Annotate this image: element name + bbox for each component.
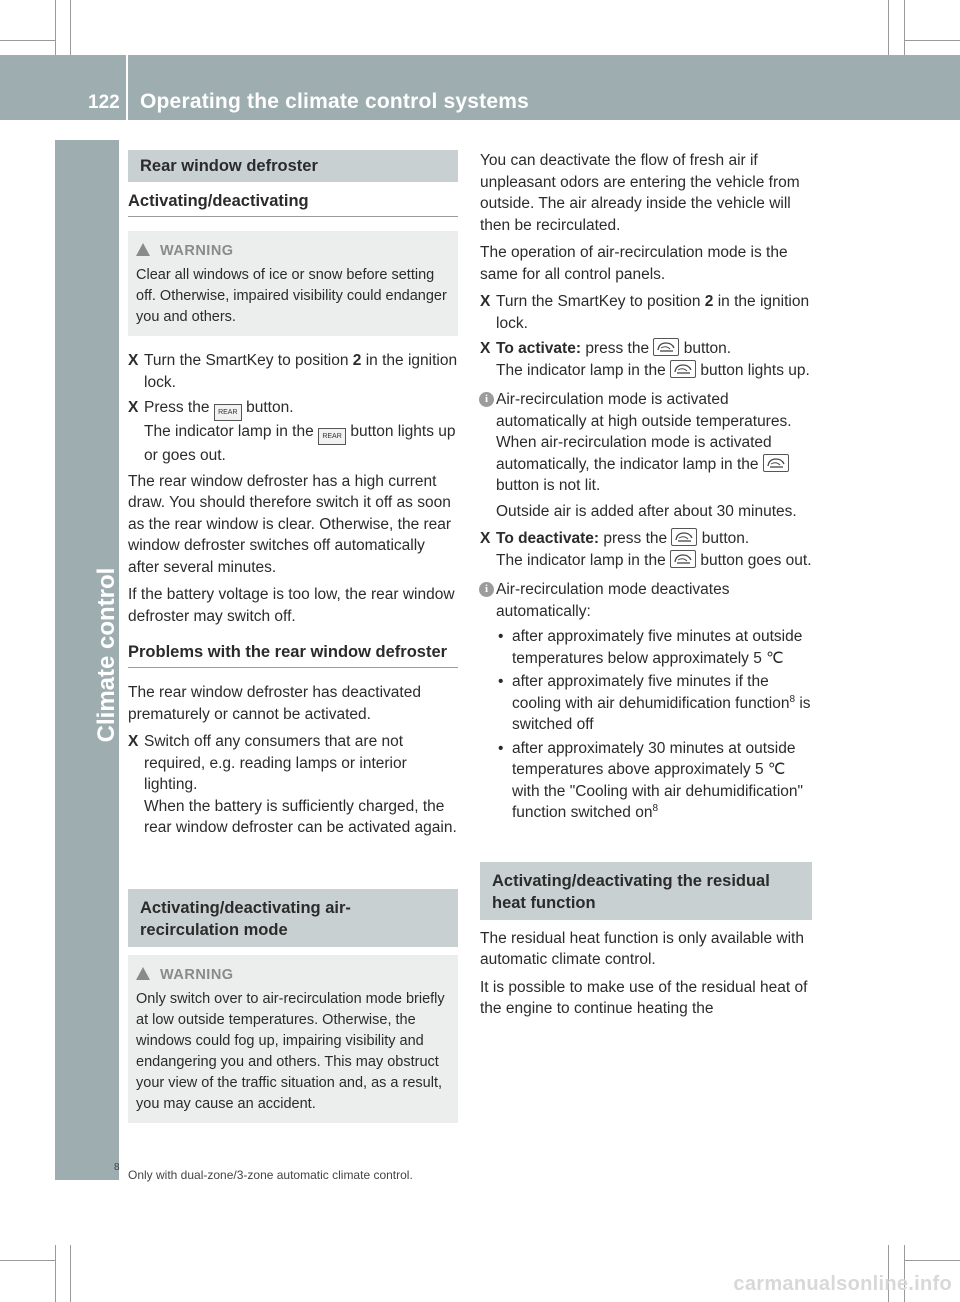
step-marker-icon: X (128, 352, 139, 369)
watermark: carmanualsonline.info (733, 1273, 952, 1295)
list-item: • after approximately five minutes at outside temperatures below approximately 5 ℃ (498, 628, 803, 667)
instruction-step: X Turn the SmartKey to position 2 in the ignition lock. (128, 352, 458, 391)
warning-text: Clear all windows of ice or snow before setting off. Otherwise, impaired visibility could endanger you and others. (136, 267, 447, 325)
section-heading: Activating/deactivating air-recirculation mode (128, 889, 458, 947)
bullet-icon: • (498, 673, 504, 690)
crop-mark (904, 1260, 960, 1261)
info-note: i Air-recirculation mode deactivates automatically: • after approximately five minutes at outside temperatures below approximately 5 ℃ • after approximately five minutes if the cooling with air dehumidification function$^8$ is switched off • after approximately 30 minutes at outside temperatures above approximately 5 ℃ with the "Cooling with air dehumidification" function switched $on^8$ (480, 579, 812, 824)
warning-icon (136, 967, 150, 980)
crop-mark (888, 0, 889, 55)
footnote: 8 Only with dual-zone/3-zone automatic climate control. (114, 1162, 413, 1182)
info-text: Outside air is added after about 30 minutes. (496, 502, 797, 520)
step-marker-icon: X (480, 293, 491, 310)
rear-defroster-icon: REAR (214, 404, 242, 421)
step-marker-icon: X (128, 399, 139, 416)
step-marker-icon: X (128, 733, 139, 750)
crop-mark (70, 0, 71, 55)
crop-mark (55, 0, 56, 55)
warning-box (128, 231, 458, 336)
bullet-icon: • (498, 739, 504, 757)
instruction-step: X Switch off any consumers that are not required, e.g. reading lamps or interior lighting. When the battery is sufficiently charged, the rear window defroster can be activated again. (128, 733, 457, 836)
page-title: Operating the climate control systems (140, 90, 530, 113)
crop-mark (0, 1260, 55, 1261)
right-column (480, 150, 812, 1026)
crop-mark (55, 1245, 56, 1302)
instruction-step: X Press the REAR button. The indicator lamp in the REAR button lights up or goes out. (128, 399, 456, 464)
crop-mark (0, 40, 55, 41)
paragraph: It is possible to make use of the residual heat of the engine to continue heating the (480, 978, 808, 1017)
list-item: • after approximately five minutes if the cooling with air dehumidification function$^8$ is switched off (498, 673, 811, 733)
paragraph: If the battery voltage is too low, the rear window defroster may switch off. (128, 586, 455, 625)
instruction-step: X Turn the SmartKey to position 2 in the ignition lock. (480, 293, 810, 332)
paragraph: You can deactivate the flow of fresh air if unpleasant odors are entering the vehicle from outside. The air already inside the vehicle will then be recirculated. (480, 152, 800, 234)
info-icon: i (479, 392, 494, 407)
info-icon: i (479, 582, 494, 597)
step-marker-icon: X (480, 340, 491, 357)
paragraph: The rear window defroster has deactivated prematurely or cannot be activated. (128, 684, 421, 723)
instruction-step: X To deactivate: press the button. The indicator lamp in the button goes out. (480, 530, 812, 569)
warning-icon (136, 243, 150, 256)
crop-mark (904, 0, 905, 55)
left-column (128, 150, 458, 1137)
header-divider (126, 55, 128, 120)
recirculation-icon (670, 550, 696, 568)
warning-title: WARNING (136, 965, 450, 986)
warning-text: Only switch over to air-recirculation mode briefly at low outside temperatures. Otherwise, the windows could fog up, impairing visibility and endangering you and others. This may obstruct your view of the traffic situation and, as a result, you may cause an accident. (136, 990, 445, 1112)
side-tab-label: Climate control (93, 567, 120, 743)
section-heading: Rear window defroster (128, 150, 458, 182)
rear-defroster-icon: REAR (318, 428, 346, 445)
section-heading: Activating/deactivating the residual heat function (480, 862, 812, 920)
instruction-step: X To activate: press the button. The indicator lamp in the button lights up. (480, 340, 810, 379)
recirculation-icon (671, 528, 697, 546)
page-number: 122 (88, 92, 120, 113)
subsection-heading: Activating/deactivating (128, 190, 458, 217)
recirculation-icon (653, 338, 679, 356)
paragraph: The operation of air-recirculation mode is the same for all control panels. (480, 244, 788, 283)
step-marker-icon: X (480, 530, 491, 547)
warning-title: WARNING (136, 241, 450, 262)
info-note: i Air-recirculation mode is activated automatically at high outside temperatures. When air-recirculation mode is activated automatically, the indicator lamp in the button is not lit. Outside air is added after about 30 minutes. (480, 389, 812, 522)
crop-mark (70, 1245, 71, 1302)
paragraph: The residual heat function is only available with automatic climate control. (480, 929, 804, 968)
recirculation-icon (670, 360, 696, 378)
paragraph: The rear window defroster has a high current draw. You should therefore switch it off as soon as the rear window is clear. Otherwise, the rear window defroster switches off automatically after several minutes. (128, 472, 452, 576)
crop-mark (904, 40, 960, 41)
bullet-icon: • (498, 628, 504, 645)
list-item: • after approximately 30 minutes at outside temperatures above approximately 5 ℃ with the "Cooling with air dehumidification" function switched $on^8$ (498, 739, 804, 821)
warning-box (128, 955, 458, 1123)
subsection-heading: Problems with the rear window defroster (128, 641, 458, 668)
recirculation-icon (763, 454, 789, 472)
